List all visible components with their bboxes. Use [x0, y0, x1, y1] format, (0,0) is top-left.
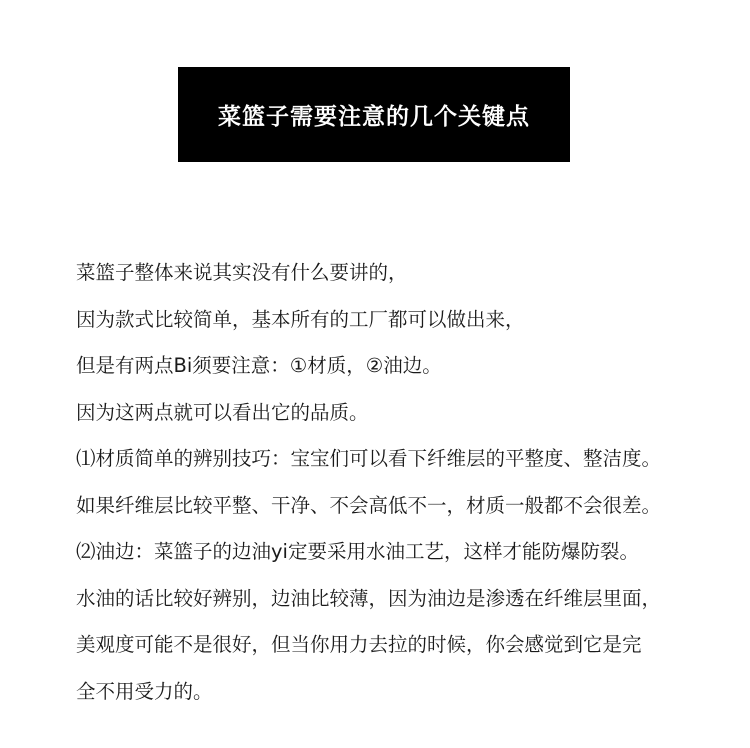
page-title: 菜篮子需要注意的几个关键点: [218, 104, 530, 130]
paragraph-line: 菜篮子整体来说其实没有什么要讲的，: [76, 261, 408, 284]
paragraph-line: ⑴材质简单的辨别技巧：宝宝们可以看下纤维层的平整度、整洁度。: [76, 447, 662, 470]
paragraph-line: 水油的话比较好辨别，边油比较薄，因为油边是渗透在纤维层里面，: [76, 586, 662, 610]
paragraph-line: 美观度可能不是很好，但当你用力去拉的时候，你会感觉到它是完: [76, 633, 642, 656]
paragraph-line: 但是有两点Bi须要注意：①材质，②油边。: [76, 354, 442, 377]
paragraph-line: 如果纤维层比较平整、干净、不会高低不一，材质一般都不会很差。: [76, 493, 662, 517]
paragraph-line: ⑵油边：菜篮子的边油yi定要采用水油工艺，这样才能防爆防裂。: [76, 540, 639, 563]
paragraph-line: 全不用受力的。: [76, 679, 213, 703]
article-body: [76, 250, 716, 715]
title-banner: [178, 67, 570, 162]
paragraph-line: 因为款式比较简单，基本所有的工厂都可以做出来，: [76, 307, 525, 331]
paragraph-line: 因为这两点就可以看出它的品质。: [76, 400, 369, 424]
